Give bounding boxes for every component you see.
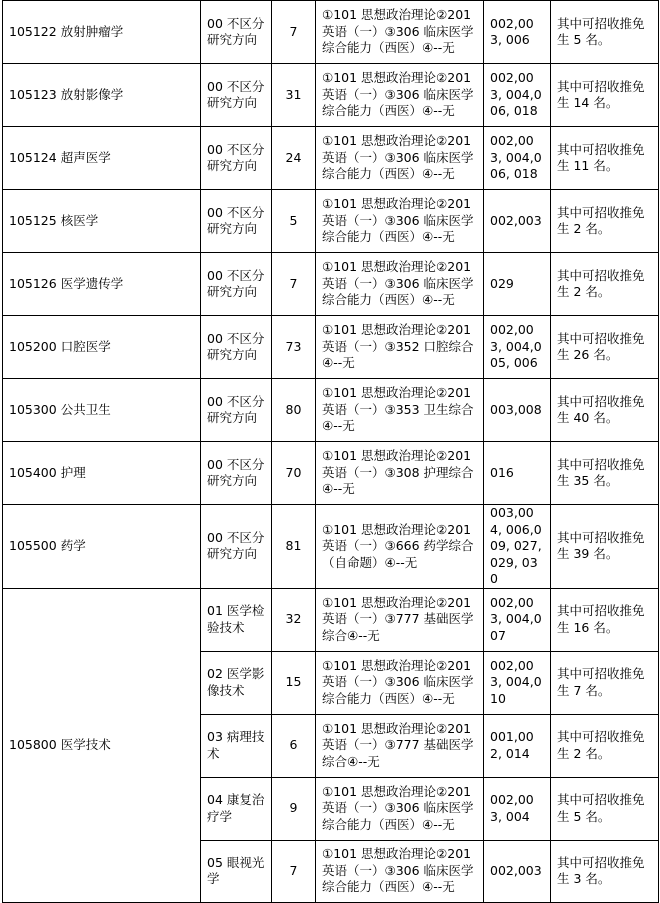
enrollment-count-cell: 80 <box>272 379 316 442</box>
major-cell: 105124 超声医学 <box>3 127 201 190</box>
supervisor-codes-cell: 002,003, 004,006, 018 <box>484 64 551 127</box>
note-cell: 其中可招收推免生 5 名。 <box>551 1 659 64</box>
enrollment-count-cell: 15 <box>272 651 316 714</box>
table-row <box>3 505 659 589</box>
supervisor-codes-cell: 002,003, 004,006, 018 <box>484 127 551 190</box>
enrollment-count-cell: 7 <box>272 840 316 902</box>
exam-subjects-cell: ①101 思想政治理论②201 英语（一）③306 临床医学综合能力（西医）④--无 <box>316 190 484 253</box>
supervisor-codes-cell: 002,003, 004,007 <box>484 588 551 651</box>
direction-cell: 00 不区分研究方向 <box>201 505 272 589</box>
major-cell: 105122 放射肿瘤学 <box>3 1 201 64</box>
exam-subjects-cell: ①101 思想政治理论②201 英语（一）③306 临床医学综合能力（西医）④--无 <box>316 64 484 127</box>
note-cell: 其中可招收推免生 2 名。 <box>551 190 659 253</box>
exam-subjects-cell: ①101 思想政治理论②201 英语（一）③306 临床医学综合能力（西医）④--无 <box>316 127 484 190</box>
direction-cell: 01 医学检验技术 <box>201 588 272 651</box>
note-cell: 其中可招收推免生 14 名。 <box>551 64 659 127</box>
note-cell: 其中可招收推免生 5 名。 <box>551 777 659 840</box>
enrollment-count-cell: 24 <box>272 127 316 190</box>
major-cell-merged: 105800 医学技术 <box>3 588 201 902</box>
table-row <box>3 127 659 190</box>
supervisor-codes-cell: 002,003, 004,010 <box>484 651 551 714</box>
exam-subjects-cell: ①101 思想政治理论②201 英语（一）③306 临床医学综合能力（西医）④--无 <box>316 1 484 64</box>
direction-cell: 00 不区分研究方向 <box>201 379 272 442</box>
direction-cell: 00 不区分研究方向 <box>201 190 272 253</box>
major-cell: 105126 医学遗传学 <box>3 253 201 316</box>
note-cell: 其中可招收推免生 3 名。 <box>551 840 659 902</box>
note-cell: 其中可招收推免生 7 名。 <box>551 651 659 714</box>
note-cell: 其中可招收推免生 2 名。 <box>551 714 659 777</box>
major-cell: 105123 放射影像学 <box>3 64 201 127</box>
exam-subjects-cell: ①101 思想政治理论②201 英语（一）③306 临床医学综合能力（西医）④--无 <box>316 651 484 714</box>
major-cell: 105400 护理 <box>3 442 201 505</box>
enrollment-count-cell: 9 <box>272 777 316 840</box>
table-row <box>3 253 659 316</box>
note-cell: 其中可招收推免生 2 名。 <box>551 253 659 316</box>
supervisor-codes-cell: 029 <box>484 253 551 316</box>
supervisor-codes-cell: 002,003, 006 <box>484 1 551 64</box>
enrollment-count-cell: 81 <box>272 505 316 589</box>
direction-cell: 00 不区分研究方向 <box>201 316 272 379</box>
table-row <box>3 316 659 379</box>
admissions-table <box>2 0 659 903</box>
note-cell: 其中可招收推免生 16 名。 <box>551 588 659 651</box>
table-row <box>3 588 659 651</box>
major-cell: 105500 药学 <box>3 505 201 589</box>
supervisor-codes-cell: 001,002, 014 <box>484 714 551 777</box>
direction-cell: 00 不区分研究方向 <box>201 253 272 316</box>
exam-subjects-cell: ①101 思想政治理论②201 英语（一）③777 基础医学综合④--无 <box>316 588 484 651</box>
note-cell: 其中可招收推免生 11 名。 <box>551 127 659 190</box>
direction-cell: 00 不区分研究方向 <box>201 442 272 505</box>
major-cell: 105125 核医学 <box>3 190 201 253</box>
table-row <box>3 1 659 64</box>
direction-cell: 05 眼视光学 <box>201 840 272 902</box>
exam-subjects-cell: ①101 思想政治理论②201 英语（一）③306 临床医学综合能力（西医）④--无 <box>316 253 484 316</box>
exam-subjects-cell: ①101 思想政治理论②201 英语（一）③308 护理综合④--无 <box>316 442 484 505</box>
table-row <box>3 442 659 505</box>
direction-cell: 00 不区分研究方向 <box>201 64 272 127</box>
note-cell: 其中可招收推免生 35 名。 <box>551 442 659 505</box>
exam-subjects-cell: ①101 思想政治理论②201 英语（一）③353 卫生综合④--无 <box>316 379 484 442</box>
exam-subjects-cell: ①101 思想政治理论②201 英语（一）③306 临床医学综合能力（西医）④--无 <box>316 777 484 840</box>
admissions-table-body <box>3 1 659 903</box>
enrollment-count-cell: 70 <box>272 442 316 505</box>
exam-subjects-cell: ①101 思想政治理论②201 英语（一）③666 药学综合（自命题）④--无 <box>316 505 484 589</box>
table-row <box>3 64 659 127</box>
supervisor-codes-cell: 002,003, 004,005, 006 <box>484 316 551 379</box>
exam-subjects-cell: ①101 思想政治理论②201 英语（一）③306 临床医学综合能力（西医）④--无 <box>316 840 484 902</box>
enrollment-count-cell: 7 <box>272 253 316 316</box>
supervisor-codes-cell: 003,008 <box>484 379 551 442</box>
table-row <box>3 379 659 442</box>
major-cell: 105300 公共卫生 <box>3 379 201 442</box>
supervisor-codes-cell: 016 <box>484 442 551 505</box>
enrollment-count-cell: 6 <box>272 714 316 777</box>
enrollment-count-cell: 73 <box>272 316 316 379</box>
exam-subjects-cell: ①101 思想政治理论②201 英语（一）③777 基础医学综合④--无 <box>316 714 484 777</box>
major-cell: 105200 口腔医学 <box>3 316 201 379</box>
enrollment-count-cell: 7 <box>272 1 316 64</box>
enrollment-count-cell: 31 <box>272 64 316 127</box>
supervisor-codes-cell: 003,004, 006,009, 027,029, 030 <box>484 505 551 589</box>
enrollment-count-cell: 32 <box>272 588 316 651</box>
exam-subjects-cell: ①101 思想政治理论②201 英语（一）③352 口腔综合④--无 <box>316 316 484 379</box>
supervisor-codes-cell: 002,003 <box>484 190 551 253</box>
direction-cell: 02 医学影像技术 <box>201 651 272 714</box>
supervisor-codes-cell: 002,003 <box>484 840 551 902</box>
table-row <box>3 190 659 253</box>
supervisor-codes-cell: 002,003, 004 <box>484 777 551 840</box>
direction-cell: 00 不区分研究方向 <box>201 127 272 190</box>
note-cell: 其中可招收推免生 40 名。 <box>551 379 659 442</box>
direction-cell: 00 不区分研究方向 <box>201 1 272 64</box>
direction-cell: 04 康复治疗学 <box>201 777 272 840</box>
direction-cell: 03 病理技术 <box>201 714 272 777</box>
note-cell: 其中可招收推免生 39 名。 <box>551 505 659 589</box>
enrollment-count-cell: 5 <box>272 190 316 253</box>
note-cell: 其中可招收推免生 26 名。 <box>551 316 659 379</box>
